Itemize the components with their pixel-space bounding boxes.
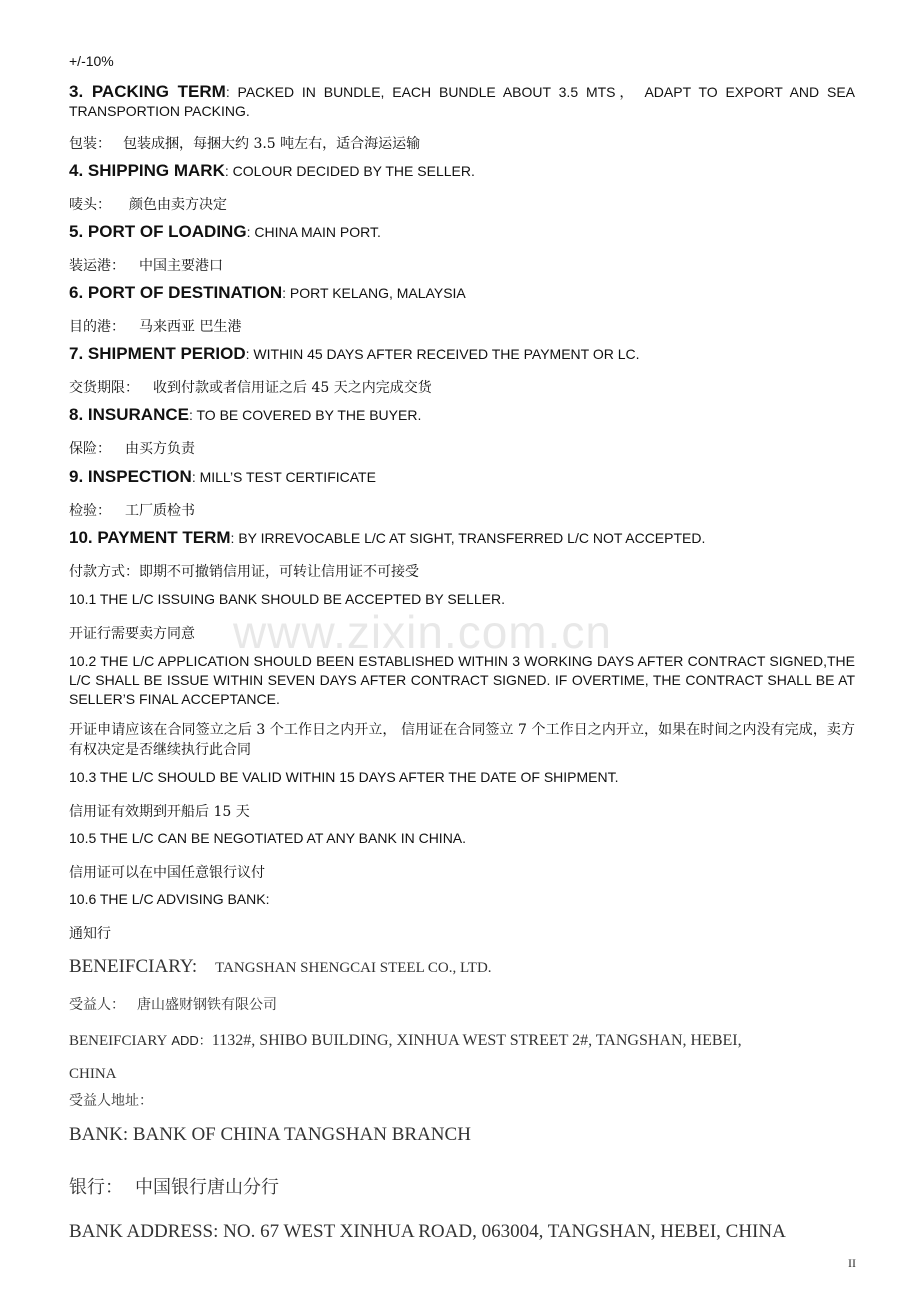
port-destination-cn (69, 316, 855, 336)
shipping-mark-cn-label: 唛头： (69, 197, 111, 213)
packing-cn-label: 包装： (69, 136, 111, 152)
payment-text: : BY IRREVOCABLE L/C AT SIGHT, TRANSFERRED L/C NOT ACCEPTED. (230, 530, 706, 546)
inspection-heading: 9. INSPECTION (69, 467, 192, 486)
watermark: www.zixin.com.cn (233, 606, 612, 658)
tolerance-line: +/-10% (69, 53, 114, 69)
port-destination-heading: 6. PORT OF DESTINATION (69, 283, 283, 302)
inspection-cn-value: 工厂质检书 (125, 503, 195, 519)
packing-term (69, 82, 855, 121)
beneficiary-label: BENEIFCIARY: (69, 956, 198, 977)
clause-10-2-cn: 开证申请应该在合同签立之后 3 个工作日之内开立， 信用证在合同签立 7 个工作日之内开立，如果在时间之内没有完成，卖方有权决定是否继续执行此合同 (69, 722, 855, 758)
insurance (69, 405, 855, 425)
port-destination-cn-value: 马来西亚 巴生港 (139, 319, 242, 335)
payment-term (69, 528, 855, 548)
insurance-cn (69, 438, 855, 458)
beneficiary-address-add: ADD： (171, 1033, 212, 1048)
bank-line: BANK: BANK OF CHINA TANGSHAN BRANCH (69, 1124, 471, 1145)
shipping-mark-cn (69, 194, 855, 214)
beneficiary-cn (69, 994, 855, 1014)
shipping-mark-heading: 4. SHIPPING MARK (69, 161, 225, 180)
packing-heading: 3. PACKING TERM (69, 82, 226, 101)
clause-10-1: 10.1 THE L/C ISSUING BANK SHOULD BE ACCEPTED BY SELLER. (69, 591, 505, 607)
port-destination-cn-label: 目的港： (69, 319, 125, 335)
clause-10-5-cn: 信用证可以在中国任意银行议付 (69, 865, 265, 881)
insurance-cn-value: 由买方负责 (125, 441, 195, 457)
beneficiary (69, 956, 855, 978)
shipping-mark-cn-value: 颜色由卖方决定 (129, 197, 227, 213)
insurance-heading: 8. INSURANCE (69, 405, 189, 424)
bank-address: BANK ADDRESS: NO. 67 WEST XINHUA ROAD, 063004, TANGSHAN, HEBEI, CHINA (69, 1221, 786, 1242)
bank-cn-label: 银行： (69, 1177, 123, 1198)
packing-cn (69, 133, 855, 153)
port-loading-cn-label: 装运港： (69, 258, 125, 274)
beneficiary-address (69, 1030, 855, 1050)
shipping-mark (69, 161, 855, 181)
clause-10-6-cn: 通知行 (69, 926, 111, 942)
beneficiary-address-line2: CHINA (69, 1066, 117, 1082)
shipment-period (69, 344, 855, 364)
clause-10-6: 10.6 THE L/C ADVISING BANK: (69, 891, 270, 907)
clause-10-3-cn: 信用证有效期到开船后 15 天 (69, 804, 250, 820)
beneficiary-address-cn: 受益人地址： (69, 1093, 153, 1109)
beneficiary-address-value: 1132#, SHIBO BUILDING, XINHUA WEST STREET 2#, TANGSHAN, HEBEI, (211, 1032, 742, 1049)
port-of-destination (69, 283, 855, 303)
clause-10-3: 10.3 THE L/C SHOULD BE VALID WITHIN 15 DAYS AFTER THE DATE OF SHIPMENT. (69, 769, 619, 785)
port-loading-text: : CHINA MAIN PORT. (246, 224, 381, 240)
beneficiary-address-label: BENEIFCIARY (69, 1033, 168, 1049)
shipment-period-text: : WITHIN 45 DAYS AFTER RECEIVED THE PAYMENT OR LC. (245, 346, 640, 362)
bank-cn (69, 1173, 855, 1199)
packing-text: : PACKED IN BUNDLE, EACH BUNDLE ABOUT 3.5 MTS， ADAPT TO EXPORT AND SEA TRANSPORTION PACKING. (69, 84, 855, 119)
shipping-mark-text: : COLOUR DECIDED BY THE SELLER. (224, 163, 475, 179)
shipment-period-heading: 7. SHIPMENT PERIOD (69, 344, 246, 363)
inspection-cn-label: 检验： (69, 503, 111, 519)
insurance-text: : TO BE COVERED BY THE BUYER. (188, 407, 422, 423)
clause-10-5: 10.5 THE L/C CAN BE NEGOTIATED AT ANY BANK IN CHINA. (69, 830, 467, 846)
beneficiary-value: TANGSHAN SHENGCAI STEEL CO., LTD. (215, 960, 492, 976)
insurance-cn-label: 保险： (69, 441, 111, 457)
inspection-text: : MILL’S TEST CERTIFICATE (191, 469, 376, 485)
clause-10-1-cn: 开证行需要卖方同意 (69, 626, 195, 642)
port-loading-cn-value: 中国主要港口 (139, 258, 223, 274)
port-loading-heading: 5. PORT OF LOADING (69, 222, 247, 241)
packing-cn-value: 包装成捆，每捆大约 3.5 吨左右，适合海运运输 (123, 136, 421, 152)
clause-10-2: 10.2 THE L/C APPLICATION SHOULD BEEN ESTABLISHED WITHIN 3 WORKING DAYS AFTER CONTRACT SIGNED,THE L/C SHALL BE ISSUE WITHIN SEVEN DAYS AFTER CONTRACT SIGNED. IF OVERTIME, THE CONTRACT SHALL BE AT SELLER’S FINAL ACCEPTANCE. (69, 653, 855, 707)
payment-cn: 付款方式：即期不可撤销信用证，可转让信用证不可接受 (69, 564, 419, 580)
page-number: II (848, 1256, 856, 1270)
inspection (69, 467, 855, 487)
beneficiary-cn-label: 受益人： (69, 997, 125, 1013)
port-destination-text: : PORT KELANG, MALAYSIA (282, 285, 466, 301)
shipment-period-cn-label: 交货期限： (69, 380, 139, 396)
port-of-loading (69, 222, 855, 242)
bank-cn-value: 中国银行唐山分行 (135, 1177, 279, 1198)
inspection-cn (69, 500, 855, 520)
port-loading-cn (69, 255, 855, 275)
beneficiary-cn-value: 唐山盛财钢铁有限公司 (137, 997, 277, 1013)
shipment-period-cn-value: 收到付款或者信用证之后 45 天之内完成交货 (153, 380, 432, 396)
payment-heading: 10. PAYMENT TERM (69, 528, 231, 547)
shipment-period-cn (69, 377, 855, 397)
